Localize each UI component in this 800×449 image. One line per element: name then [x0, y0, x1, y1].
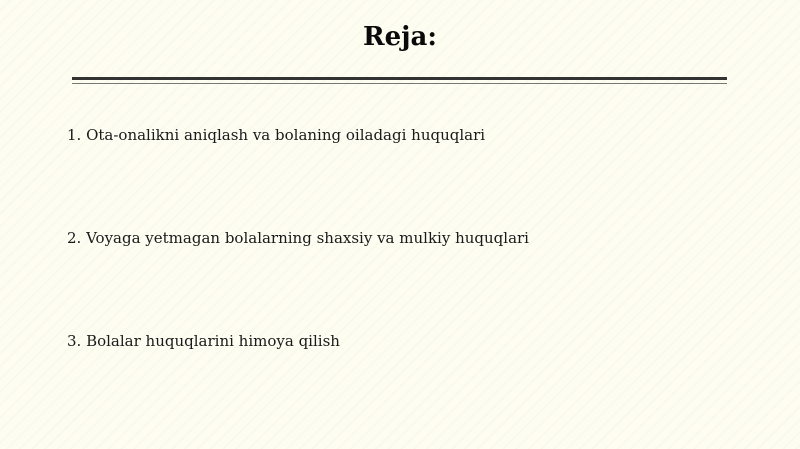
title-divider-thick	[72, 77, 727, 80]
slide-title: Reja:	[362, 22, 437, 52]
title-divider-thin	[72, 83, 727, 84]
plan-item-1: 1. Ota-onalikni aniqlash va bolaning oiladagi huquqlari	[67, 126, 486, 144]
plan-item-3: 3. Bolalar huquqlarini himoya qilish	[67, 332, 340, 350]
plan-item-2: 2. Voyaga yetmagan bolalarning shaxsiy va mulkiy huquqlari	[67, 229, 529, 247]
